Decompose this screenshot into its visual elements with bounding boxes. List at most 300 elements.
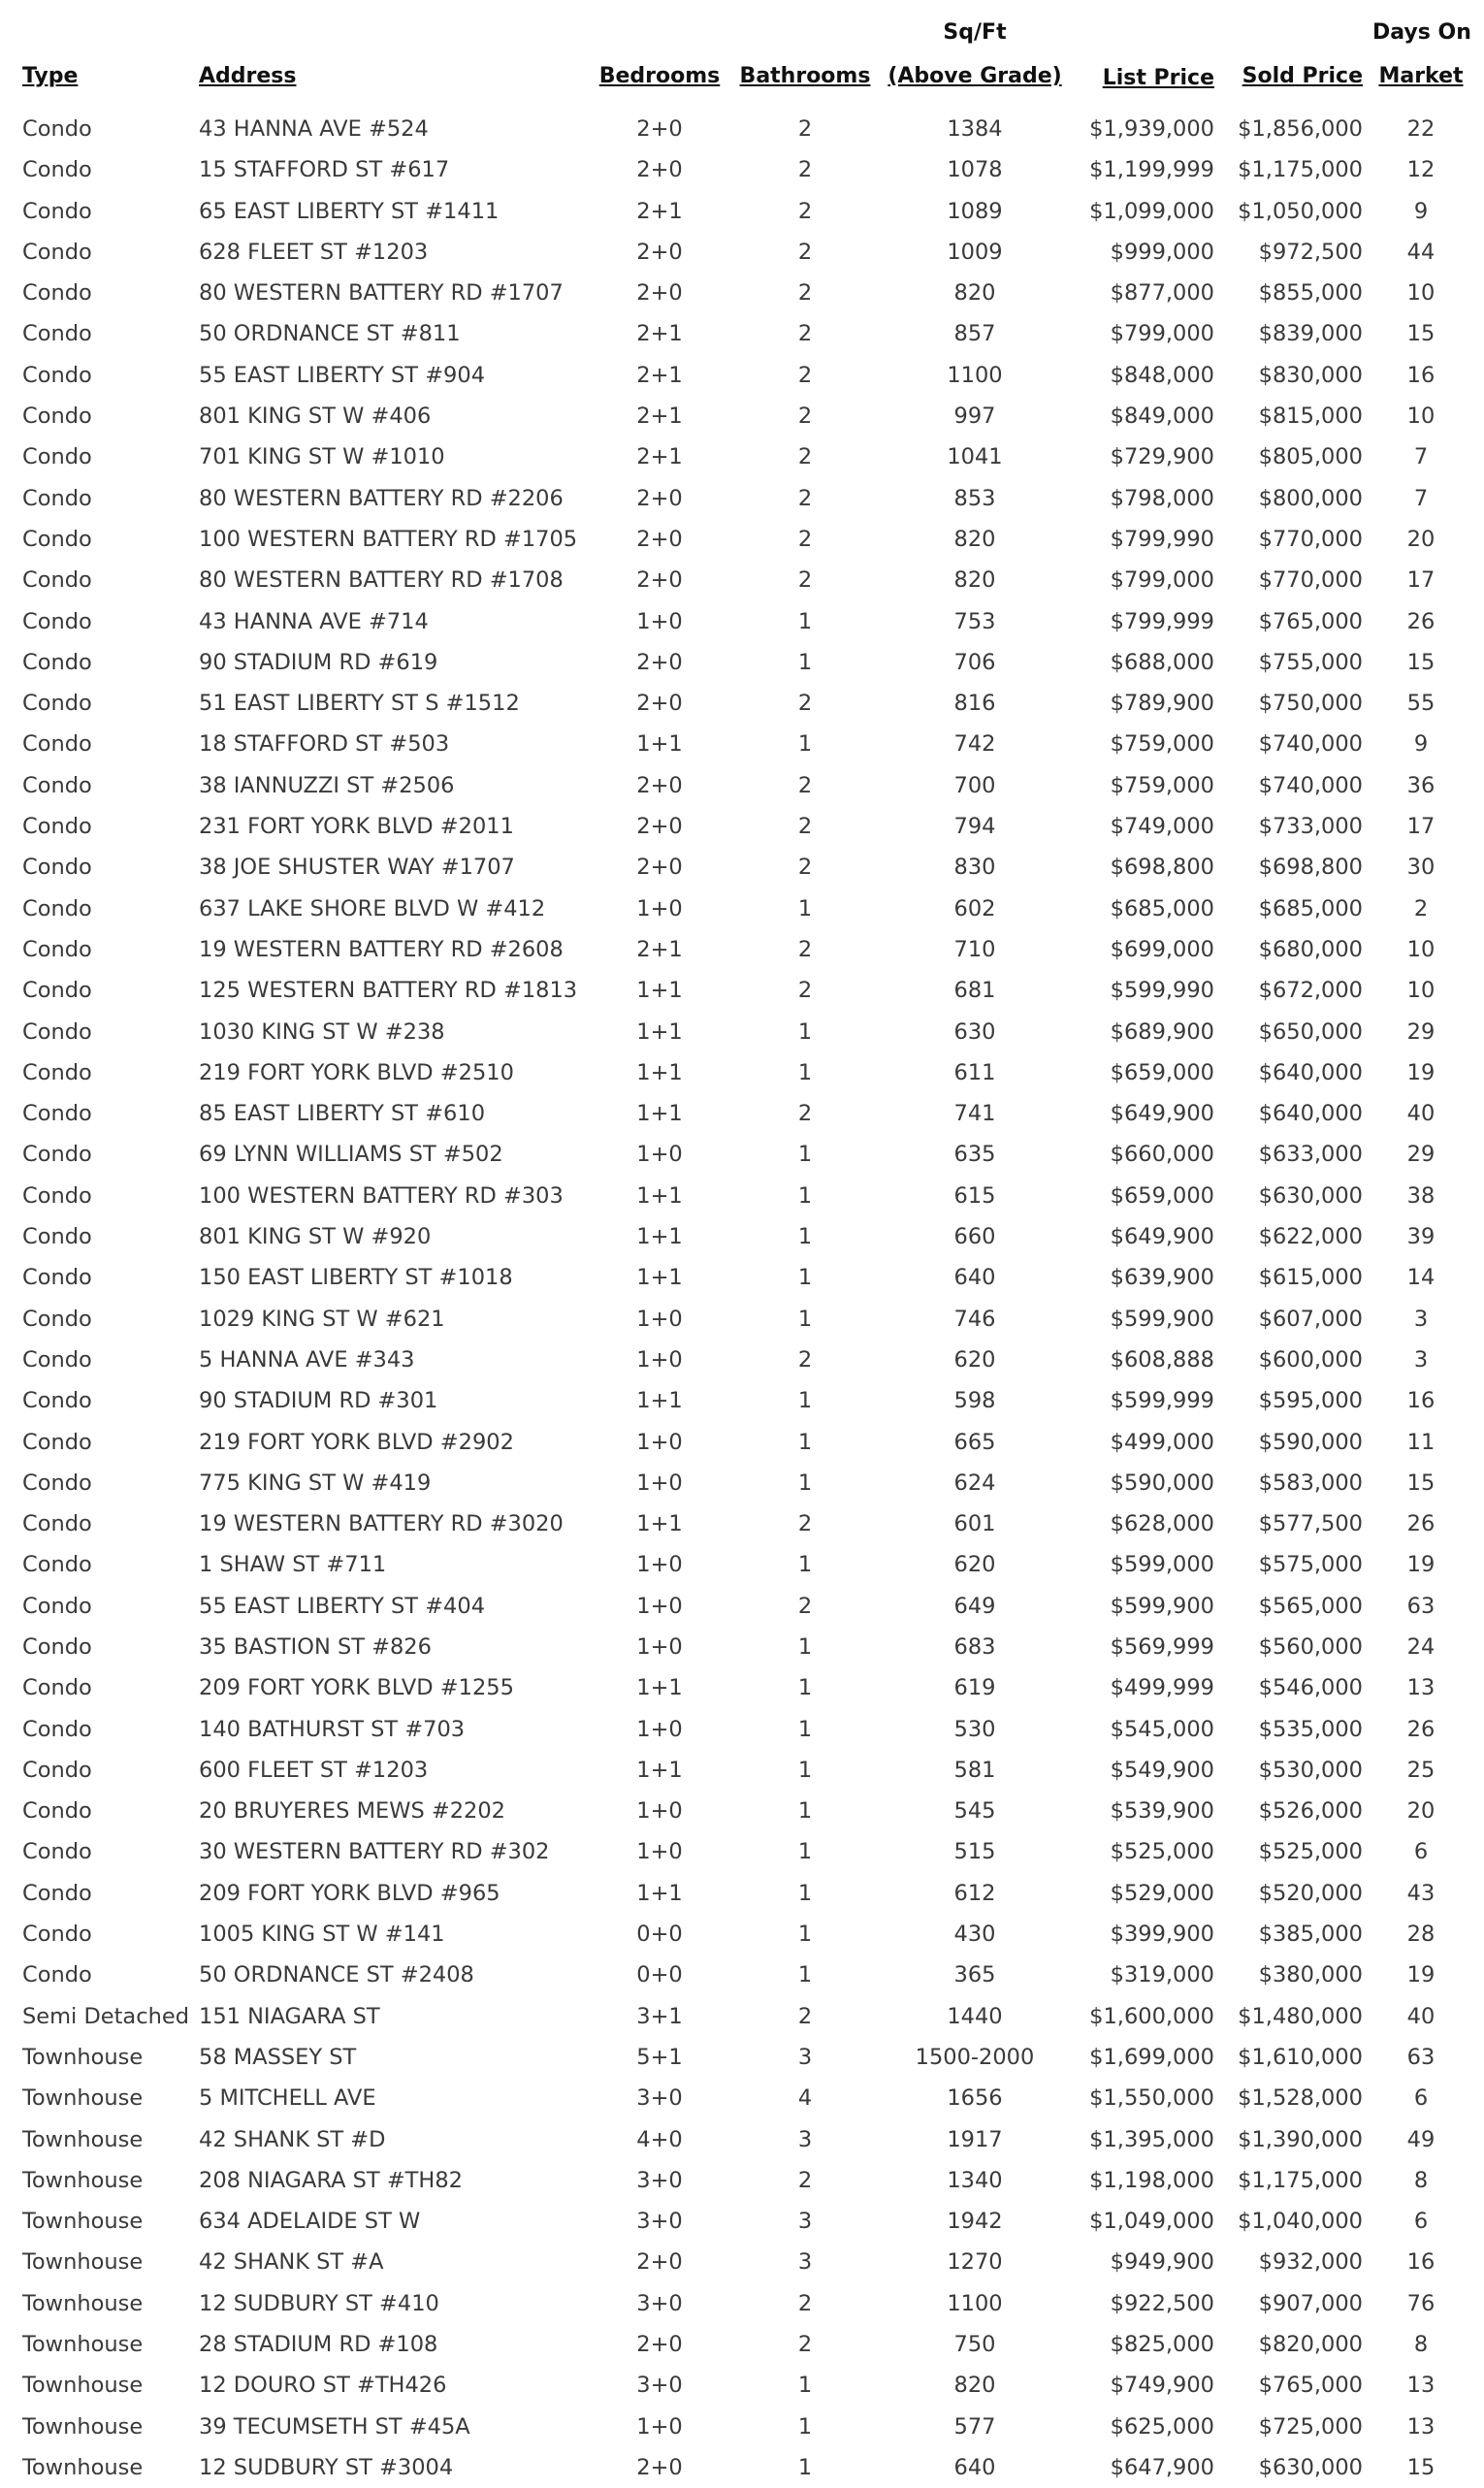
address-cell: 50 ORDNANCE ST #811 [199, 321, 461, 347]
list-price-cell: $399,900 [1110, 1922, 1214, 1948]
sqft-cell: 630 [953, 1018, 996, 1045]
address-cell: 58 MASSEY ST [199, 2044, 357, 2070]
days-on-market-cell: 36 [1406, 772, 1436, 798]
header-days-on: Days On [1372, 20, 1471, 45]
list-price-cell: $689,900 [1110, 1018, 1214, 1045]
table-row [0, 1503, 1484, 1544]
bedrooms-cell: 1+0 [636, 1798, 683, 1825]
bathrooms-cell: 1 [797, 731, 813, 758]
address-cell: 5 HANNA AVE #343 [199, 1346, 415, 1373]
bedrooms-cell: 1+0 [636, 1429, 683, 1455]
sqft-cell: 640 [953, 2454, 996, 2480]
sqft-cell: 660 [953, 1224, 996, 1250]
type-cell: Condo [22, 239, 92, 265]
type-cell: Condo [22, 1018, 92, 1045]
list-price-cell: $849,000 [1110, 404, 1214, 430]
list-price-cell: $877,000 [1110, 280, 1214, 307]
table-row [0, 929, 1484, 970]
bedrooms-cell: 1+0 [636, 2413, 683, 2440]
list-price-cell: $659,000 [1110, 1059, 1214, 1085]
bedrooms-cell: 2+0 [636, 239, 683, 265]
list-price-cell: $599,900 [1110, 1593, 1214, 1619]
sold-price-cell: $740,000 [1258, 731, 1363, 758]
bathrooms-cell: 1 [797, 895, 813, 921]
list-price-cell: $625,000 [1110, 2413, 1214, 2440]
list-price-cell: $799,999 [1110, 608, 1214, 634]
bedrooms-cell: 4+0 [636, 2126, 683, 2152]
days-on-market-cell: 26 [1406, 1716, 1436, 1742]
address-cell: 1029 KING ST W #621 [199, 1306, 445, 1332]
sold-price-cell: $575,000 [1258, 1552, 1363, 1578]
address-cell: 1005 KING ST W #141 [199, 1922, 445, 1948]
bathrooms-cell: 1 [797, 1265, 813, 1291]
address-cell: 100 WESTERN BATTERY RD #303 [199, 1182, 564, 1209]
sqft-cell: 430 [953, 1922, 996, 1948]
type-cell: Condo [22, 1511, 92, 1537]
days-on-market-cell: 19 [1406, 1552, 1436, 1578]
table-row [0, 1996, 1484, 2037]
days-on-market-cell: 6 [1413, 1839, 1429, 1865]
bedrooms-cell: 3+0 [636, 2209, 683, 2235]
address-cell: 18 STAFFORD ST #503 [199, 731, 450, 758]
bathrooms-cell: 1 [797, 1224, 813, 1250]
days-on-market-cell: 6 [1413, 2209, 1429, 2235]
type-cell: Condo [22, 444, 92, 470]
type-cell: Condo [22, 1059, 92, 1085]
list-price-cell: $659,000 [1110, 1182, 1214, 1209]
bathrooms-cell: 1 [797, 1922, 813, 1948]
type-cell: Condo [22, 1922, 92, 1948]
header-sold-price: Sold Price [1242, 64, 1363, 88]
type-cell: Condo [22, 1346, 92, 1373]
bedrooms-cell: 1+1 [636, 1511, 683, 1537]
sold-price-cell: $1,610,000 [1238, 2044, 1363, 2070]
days-on-market-cell: 22 [1406, 116, 1436, 142]
type-cell: Condo [22, 608, 92, 634]
list-price-cell: $798,000 [1110, 485, 1214, 511]
sqft-cell: 640 [953, 1265, 996, 1291]
table-row [0, 1012, 1484, 1052]
header-list-price: List Price [1102, 66, 1214, 90]
bedrooms-cell: 1+1 [636, 1880, 683, 1906]
days-on-market-cell: 26 [1406, 1511, 1436, 1537]
sold-price-cell: $630,000 [1258, 1182, 1363, 1209]
sqft-cell: 1078 [947, 157, 1003, 183]
bathrooms-cell: 2 [797, 1346, 813, 1373]
list-price-cell: $749,000 [1110, 814, 1214, 840]
sold-price-cell: $1,175,000 [1238, 157, 1363, 183]
sqft-cell: 601 [953, 1511, 996, 1537]
list-price-cell: $848,000 [1110, 362, 1214, 388]
bathrooms-cell: 1 [797, 1880, 813, 1906]
address-cell: 634 ADELAIDE ST W [199, 2209, 421, 2235]
days-on-market-cell: 8 [1413, 2167, 1429, 2193]
list-price-cell: $628,000 [1110, 1511, 1214, 1537]
bathrooms-cell: 1 [797, 2373, 813, 2399]
type-cell: Condo [22, 731, 92, 758]
bathrooms-cell: 2 [797, 116, 813, 142]
sqft-cell: 581 [953, 1757, 996, 1783]
days-on-market-cell: 19 [1406, 1962, 1436, 1988]
sold-price-cell: $800,000 [1258, 485, 1363, 511]
address-cell: 28 STADIUM RD #108 [199, 2332, 438, 2358]
days-on-market-cell: 16 [1406, 2249, 1436, 2276]
days-on-market-cell: 13 [1406, 2373, 1436, 2399]
sold-price-cell: $932,000 [1258, 2249, 1363, 2276]
bathrooms-cell: 2 [797, 157, 813, 183]
days-on-market-cell: 39 [1406, 1224, 1436, 1250]
list-price-cell: $569,999 [1110, 1633, 1214, 1660]
bedrooms-cell: 2+0 [636, 691, 683, 717]
sqft-cell: 1009 [947, 239, 1003, 265]
table-row [0, 519, 1484, 560]
sold-price-cell: $740,000 [1258, 772, 1363, 798]
bedrooms-cell: 1+1 [636, 731, 683, 758]
type-cell: Condo [22, 814, 92, 840]
type-cell: Condo [22, 485, 92, 511]
days-on-market-cell: 76 [1406, 2290, 1436, 2316]
type-cell: Townhouse [22, 2209, 144, 2235]
sold-price-cell: $530,000 [1258, 1757, 1363, 1783]
days-on-market-cell: 17 [1406, 814, 1436, 840]
bathrooms-cell: 2 [797, 280, 813, 307]
bedrooms-cell: 1+1 [636, 1059, 683, 1085]
days-on-market-cell: 15 [1406, 1470, 1436, 1496]
bathrooms-cell: 2 [797, 404, 813, 430]
table-row [0, 109, 1484, 149]
table-row [0, 642, 1484, 683]
bathrooms-cell: 1 [797, 1675, 813, 1701]
table-row [0, 396, 1484, 436]
table-row [0, 970, 1484, 1011]
address-cell: 69 LYNN WILLIAMS ST #502 [199, 1142, 503, 1168]
header-sqft-top: Sq/Ft [943, 20, 1007, 45]
sqft-cell: 1340 [947, 2167, 1003, 2193]
address-cell: 80 WESTERN BATTERY RD #1707 [199, 280, 564, 307]
header-sqft-bottom: (Above Grade) [887, 64, 1062, 88]
sold-price-cell: $820,000 [1258, 2332, 1363, 2358]
days-on-market-cell: 10 [1406, 936, 1436, 962]
bedrooms-cell: 2+0 [636, 772, 683, 798]
address-cell: 1 SHAW ST #711 [199, 1552, 387, 1578]
sold-price-cell: $1,050,000 [1238, 198, 1363, 224]
table-row [0, 2283, 1484, 2324]
days-on-market-cell: 7 [1413, 485, 1429, 511]
table-row [0, 889, 1484, 929]
bathrooms-cell: 3 [797, 2249, 813, 2276]
bedrooms-cell: 0+0 [636, 1962, 683, 1988]
bathrooms-cell: 1 [797, 1059, 813, 1085]
table-row [0, 2324, 1484, 2365]
sold-price-cell: $565,000 [1258, 1593, 1363, 1619]
days-on-market-cell: 3 [1413, 1306, 1429, 1332]
days-on-market-cell: 7 [1413, 444, 1429, 470]
bathrooms-cell: 1 [797, 1018, 813, 1045]
days-on-market-cell: 20 [1406, 526, 1436, 552]
days-on-market-cell: 26 [1406, 608, 1436, 634]
address-cell: 100 WESTERN BATTERY RD #1705 [199, 526, 578, 552]
type-cell: Townhouse [22, 2249, 144, 2276]
table-row [0, 1422, 1484, 1463]
bathrooms-cell: 2 [797, 2332, 813, 2358]
sold-price-cell: $615,000 [1258, 1265, 1363, 1291]
table-row [0, 1873, 1484, 1914]
address-cell: 231 FORT YORK BLVD #2011 [199, 814, 514, 840]
table-row [0, 1955, 1484, 1995]
days-on-market-cell: 3 [1413, 1346, 1429, 1373]
sqft-cell: 665 [953, 1429, 996, 1455]
table-row [0, 2078, 1484, 2118]
sold-price-cell: $972,500 [1258, 239, 1363, 265]
table-row [0, 2037, 1484, 2078]
bedrooms-cell: 3+0 [636, 2167, 683, 2193]
type-cell: Condo [22, 1798, 92, 1825]
type-cell: Condo [22, 895, 92, 921]
days-on-market-cell: 55 [1406, 691, 1436, 717]
type-cell: Condo [22, 116, 92, 142]
bedrooms-cell: 1+0 [636, 1716, 683, 1742]
list-price-cell: $799,000 [1110, 567, 1214, 594]
sold-price-cell: $525,000 [1258, 1839, 1363, 1865]
sqft-cell: 746 [953, 1306, 996, 1332]
table-row [0, 1791, 1484, 1831]
address-cell: 65 EAST LIBERTY ST #1411 [199, 198, 500, 224]
sqft-cell: 611 [953, 1059, 996, 1085]
days-on-market-cell: 10 [1406, 280, 1436, 307]
bedrooms-cell: 1+1 [636, 978, 683, 1004]
type-cell: Condo [22, 526, 92, 552]
list-price-cell: $1,939,000 [1089, 116, 1214, 142]
list-price-cell: $539,900 [1110, 1798, 1214, 1825]
type-cell: Condo [22, 1552, 92, 1578]
table-body [0, 109, 1484, 2488]
list-price-cell: $649,900 [1110, 1224, 1214, 1250]
list-price-cell: $499,999 [1110, 1675, 1214, 1701]
type-cell: Condo [22, 772, 92, 798]
sqft-cell: 830 [953, 855, 996, 881]
bedrooms-cell: 2+1 [636, 362, 683, 388]
address-cell: 90 STADIUM RD #301 [199, 1388, 438, 1414]
days-on-market-cell: 17 [1406, 567, 1436, 594]
sqft-cell: 1656 [947, 2085, 1003, 2112]
table-row [0, 1709, 1484, 1750]
bedrooms-cell: 1+1 [636, 1388, 683, 1414]
list-price-cell: $647,900 [1110, 2454, 1214, 2480]
days-on-market-cell: 40 [1406, 1101, 1436, 1127]
type-cell: Condo [22, 1839, 92, 1865]
bathrooms-cell: 2 [797, 978, 813, 1004]
sold-price-cell: $855,000 [1258, 280, 1363, 307]
sold-price-cell: $698,800 [1258, 855, 1363, 881]
list-price-cell: $749,900 [1110, 2373, 1214, 2399]
address-cell: 38 IANNUZZI ST #2506 [199, 772, 455, 798]
bathrooms-cell: 2 [797, 2167, 813, 2193]
header-market: Market [1378, 64, 1464, 88]
days-on-market-cell: 16 [1406, 362, 1436, 388]
sqft-cell: 1440 [947, 2003, 1003, 2029]
sqft-cell: 545 [953, 1798, 996, 1825]
address-cell: 30 WESTERN BATTERY RD #302 [199, 1839, 550, 1865]
days-on-market-cell: 10 [1406, 404, 1436, 430]
address-cell: 50 ORDNANCE ST #2408 [199, 1962, 474, 1988]
sold-price-cell: $520,000 [1258, 1880, 1363, 1906]
list-price-cell: $949,900 [1110, 2249, 1214, 2276]
bathrooms-cell: 1 [797, 1182, 813, 1209]
sqft-cell: 681 [953, 978, 996, 1004]
bathrooms-cell: 2 [797, 485, 813, 511]
sold-price-cell: $1,856,000 [1238, 116, 1363, 142]
bathrooms-cell: 1 [797, 1388, 813, 1414]
header-bedrooms: Bedrooms [598, 64, 721, 88]
sqft-cell: 615 [953, 1182, 996, 1209]
sqft-cell: 577 [953, 2413, 996, 2440]
days-on-market-cell: 16 [1406, 1388, 1436, 1414]
type-cell: Condo [22, 1675, 92, 1701]
sold-price-cell: $600,000 [1258, 1346, 1363, 1373]
sqft-cell: 1942 [947, 2209, 1003, 2235]
sqft-cell: 820 [953, 567, 996, 594]
list-price-cell: $729,900 [1110, 444, 1214, 470]
bedrooms-cell: 2+0 [636, 855, 683, 881]
table-row [0, 232, 1484, 273]
bathrooms-cell: 1 [797, 1633, 813, 1660]
bedrooms-cell: 2+0 [636, 567, 683, 594]
list-price-cell: $319,000 [1110, 1962, 1214, 1988]
bathrooms-cell: 3 [797, 2044, 813, 2070]
table-row [0, 1627, 1484, 1667]
sold-price-cell: $672,000 [1258, 978, 1363, 1004]
bedrooms-cell: 1+0 [636, 1593, 683, 1619]
bedrooms-cell: 2+0 [636, 116, 683, 142]
sqft-cell: 1384 [947, 116, 1003, 142]
table-row [0, 2447, 1484, 2488]
address-cell: 55 EAST LIBERTY ST #404 [199, 1593, 486, 1619]
sold-price-cell: $650,000 [1258, 1018, 1363, 1045]
table-row [0, 683, 1484, 724]
list-price-cell: $1,099,000 [1089, 198, 1214, 224]
bedrooms-cell: 1+0 [636, 895, 683, 921]
address-cell: 12 SUDBURY ST #410 [199, 2290, 439, 2316]
days-on-market-cell: 43 [1406, 1880, 1436, 1906]
sqft-cell: 1089 [947, 198, 1003, 224]
bedrooms-cell: 0+0 [636, 1922, 683, 1948]
address-cell: 140 BATHURST ST #703 [199, 1716, 466, 1742]
type-cell: Condo [22, 157, 92, 183]
sqft-cell: 742 [953, 731, 996, 758]
sold-price-cell: $830,000 [1258, 362, 1363, 388]
bedrooms-cell: 1+0 [636, 1306, 683, 1332]
address-cell: 209 FORT YORK BLVD #1255 [199, 1675, 514, 1701]
address-cell: 42 SHANK ST #A [199, 2249, 384, 2276]
bathrooms-cell: 3 [797, 2209, 813, 2235]
bathrooms-cell: 1 [797, 1839, 813, 1865]
sold-price-cell: $1,528,000 [1238, 2085, 1363, 2112]
bathrooms-cell: 2 [797, 444, 813, 470]
days-on-market-cell: 29 [1406, 1142, 1436, 1168]
bedrooms-cell: 5+1 [636, 2044, 683, 2070]
address-cell: 208 NIAGARA ST #TH82 [199, 2167, 463, 2193]
sold-price-cell: $595,000 [1258, 1388, 1363, 1414]
address-cell: 90 STADIUM RD #619 [199, 649, 438, 675]
bedrooms-cell: 2+0 [636, 280, 683, 307]
sold-price-cell: $815,000 [1258, 404, 1363, 430]
days-on-market-cell: 63 [1406, 2044, 1436, 2070]
sqft-cell: 997 [953, 404, 996, 430]
list-price-cell: $660,000 [1110, 1142, 1214, 1168]
list-price-cell: $1,600,000 [1089, 2003, 1214, 2029]
table-row [0, 436, 1484, 477]
days-on-market-cell: 44 [1406, 239, 1436, 265]
sqft-cell: 753 [953, 608, 996, 634]
sqft-cell: 635 [953, 1142, 996, 1168]
sqft-cell: 649 [953, 1593, 996, 1619]
list-price-cell: $639,900 [1110, 1265, 1214, 1291]
list-price-cell: $688,000 [1110, 649, 1214, 675]
sold-price-cell: $765,000 [1258, 2373, 1363, 2399]
table-row [0, 273, 1484, 313]
sqft-cell: 620 [953, 1552, 996, 1578]
days-on-market-cell: 6 [1413, 2085, 1429, 2112]
bathrooms-cell: 2 [797, 2003, 813, 2029]
bedrooms-cell: 2+0 [636, 2249, 683, 2276]
list-price-cell: $789,900 [1110, 691, 1214, 717]
sqft-cell: 365 [953, 1962, 996, 1988]
table-row [0, 1052, 1484, 1093]
type-cell: Townhouse [22, 2373, 144, 2399]
bedrooms-cell: 3+0 [636, 2373, 683, 2399]
header-type: Type [22, 64, 79, 88]
sold-price-cell: $385,000 [1258, 1922, 1363, 1948]
type-cell: Condo [22, 1962, 92, 1988]
days-on-market-cell: 24 [1406, 1633, 1436, 1660]
table-row [0, 1340, 1484, 1380]
table-row [0, 1544, 1484, 1585]
table-row [0, 1463, 1484, 1503]
type-cell: Condo [22, 1388, 92, 1414]
days-on-market-cell: 12 [1406, 157, 1436, 183]
bedrooms-cell: 1+1 [636, 1182, 683, 1209]
days-on-market-cell: 20 [1406, 1798, 1436, 1825]
address-cell: 801 KING ST W #920 [199, 1224, 432, 1250]
sqft-cell: 619 [953, 1675, 996, 1701]
list-price-cell: $825,000 [1110, 2332, 1214, 2358]
sold-price-cell: $1,040,000 [1238, 2209, 1363, 2235]
bedrooms-cell: 3+0 [636, 2290, 683, 2316]
list-price-cell: $525,000 [1110, 1839, 1214, 1865]
type-cell: Condo [22, 1880, 92, 1906]
list-price-cell: $922,500 [1110, 2290, 1214, 2316]
days-on-market-cell: 29 [1406, 1018, 1436, 1045]
bathrooms-cell: 1 [797, 608, 813, 634]
type-cell: Condo [22, 691, 92, 717]
sqft-cell: 515 [953, 1839, 996, 1865]
bathrooms-cell: 2 [797, 567, 813, 594]
sold-price-cell: $755,000 [1258, 649, 1363, 675]
list-price-cell: $698,800 [1110, 855, 1214, 881]
days-on-market-cell: 2 [1413, 895, 1429, 921]
sold-price-cell: $546,000 [1258, 1675, 1363, 1701]
bedrooms-cell: 2+0 [636, 649, 683, 675]
type-cell: Condo [22, 1182, 92, 1209]
type-cell: Townhouse [22, 2126, 144, 2152]
bedrooms-cell: 2+0 [636, 2332, 683, 2358]
list-price-cell: $759,000 [1110, 731, 1214, 758]
address-cell: 38 JOE SHUSTER WAY #1707 [199, 855, 515, 881]
sold-price-cell: $1,480,000 [1238, 2003, 1363, 2029]
sold-price-cell: $577,500 [1258, 1511, 1363, 1537]
sqft-cell: 612 [953, 1880, 996, 1906]
bathrooms-cell: 1 [797, 1306, 813, 1332]
